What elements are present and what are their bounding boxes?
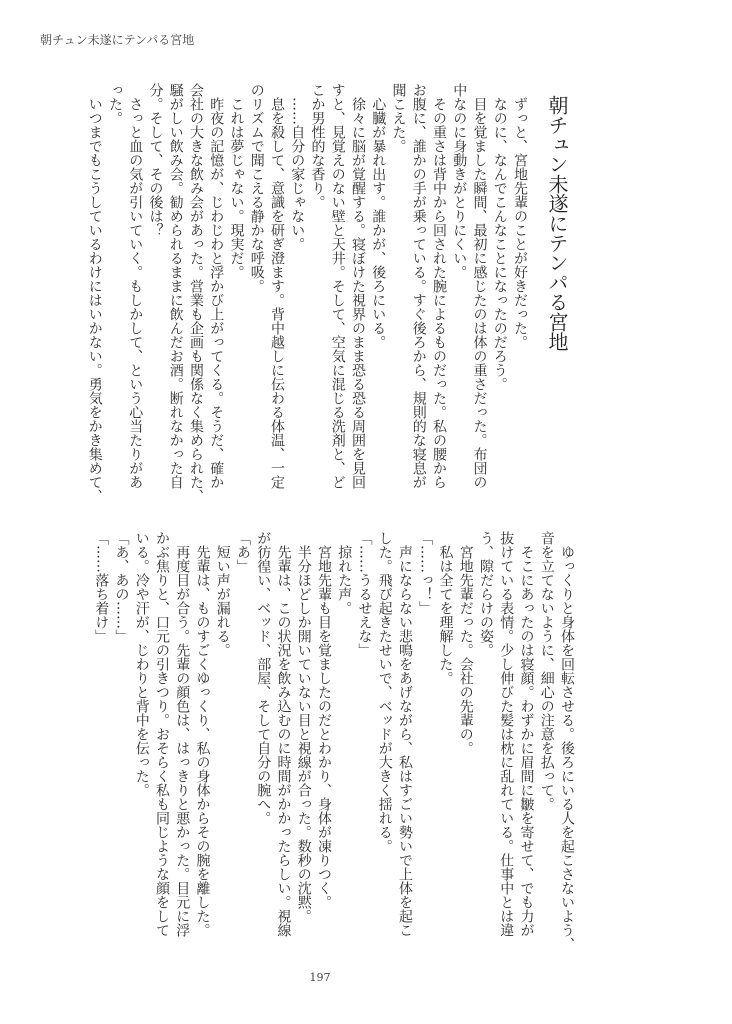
page-number: 197 [309, 971, 331, 984]
text-line: 抜けている表情。少し伸びた髪は枕に乱れている。仕事中とは違 [498, 531, 515, 937]
text-line: のリズムで聞こえる静かな呼吸。 [248, 83, 265, 293]
text-line: 会社の大きな飲み会があった。営業も企画も関係なく集められた、 [188, 83, 204, 503]
text-line: 「あ」 [235, 531, 251, 573]
text-line: かぶ焦りと、口元の引きつり。おそらく私も同じような顔をして [154, 531, 170, 937]
text-line: 徐々に脳が覚醒する。寝ぼけた視界のまま恐る恐る周囲を見回 [350, 83, 366, 489]
text-line: 息を殺して、意識を研ぎ澄ます。背中越しに伝わる体温、一定 [269, 83, 285, 489]
text-line: いつまでもこうしているわけにはいかない。勇気をかき集めて、 [86, 83, 103, 503]
text-line: 先輩は、ものすごくゆっくり、私の身体からその腕を離した。 [194, 531, 211, 937]
text-line: 騒がしい飲み会。勧められるままに飲んだお酒。断れなかった自 [167, 83, 184, 489]
text-line: なのに、なんでこんなことになったのだろう。 [491, 83, 508, 391]
text-line: お腹に、誰かの手が乗っている。すぐ後ろから、規則的な寝息が [410, 83, 427, 489]
text-line: ゆっくりと身体を回転させる。後ろにいる人を起こさないよう、 [559, 531, 575, 951]
text-line: 心臓が暴れ出す。誰かが、後ろにいる。 [370, 83, 387, 349]
text-line: さっと血の気が引いていく。もしかして、という心当たりがあ [127, 83, 144, 489]
text-line: いる。冷や汗が、じわりと背中を伝った。 [133, 531, 150, 797]
text-line: 掠れた声。 [336, 531, 353, 615]
body-text-upper [85, 83, 531, 503]
body-text-lower [91, 531, 577, 951]
text-line: 「……落ち着け」 [93, 531, 110, 643]
text-line: した。飛び起きたせいで、ベッドが大きく揺れる。 [376, 531, 393, 853]
text-line: 半分ほどしか開いていない目と視線が合った。数秒の沈黙。 [295, 531, 312, 923]
text-line: 昨夜の記憶が、じわじわと浮かび上がってくる。そうだ、確か [208, 83, 225, 489]
text-line: 「あ、あの……」 [113, 531, 130, 643]
text-line: そこにあったのは寝顔。わずかに眉間に皺を寄せて、でも力が [518, 531, 535, 937]
text-line: が彷徨い、ベッド、部屋、そして自分の腕へ。 [255, 531, 272, 825]
text-line: 分。そして、その後は？ [147, 83, 164, 237]
text-line: これは夢じゃない。現実だ。 [228, 83, 245, 279]
text-line: った。 [107, 83, 123, 125]
text-line: 「……っ！」 [417, 531, 434, 615]
text-line: 宮地先輩も目を覚ましたのだとわかり、身体が凍りつく。 [316, 531, 332, 909]
text-line: 先輩は、この状況を飲み込むのに時間がかかったらしい。視線 [275, 531, 292, 937]
text-line: 目を覚ました瞬間、最初に感じたのは体の重さだった。布団の [471, 83, 488, 489]
chapter-title: 朝チュン未遂にテンパる宮地 [545, 95, 569, 352]
text-line: その重さは背中から回された腕によるものだった。私の腰から [431, 83, 447, 489]
text-line: 声にならない悲鳴をあげながら、私はすごい勢いで上体を起こ [397, 531, 413, 937]
text-line: ……自分の家じゃない。 [289, 83, 306, 251]
text-line: ずっと、宮地先輩のことが好きだった。 [512, 83, 528, 349]
text-line: 「……うるせえな」 [356, 531, 373, 657]
text-line: 音を立てないように、細心の注意を払って。 [538, 531, 555, 811]
text-line: すと、見覚えのない壁と天井。そして、空気に混じる洗剤と、ど [329, 83, 346, 489]
text-line: 再度目が合う。先輩の顔色は、はっきりと悪かった。目元に浮 [174, 531, 191, 937]
text-line: う、隙だらけの姿。 [478, 531, 494, 657]
text-line: 聞こえた。 [390, 83, 407, 153]
text-line: 短い声が漏れる。 [214, 531, 231, 657]
running-header: 朝チュン未遂にテンパる宮地 [40, 33, 195, 47]
text-line: 宮地先輩だった。会社の先輩の。 [457, 531, 474, 755]
text-line: 私は全てを理解した。 [437, 531, 454, 685]
text-line: こか男性的な香り。 [309, 83, 326, 209]
text-line: 中なのに身動きがとりにくい。 [451, 83, 468, 279]
